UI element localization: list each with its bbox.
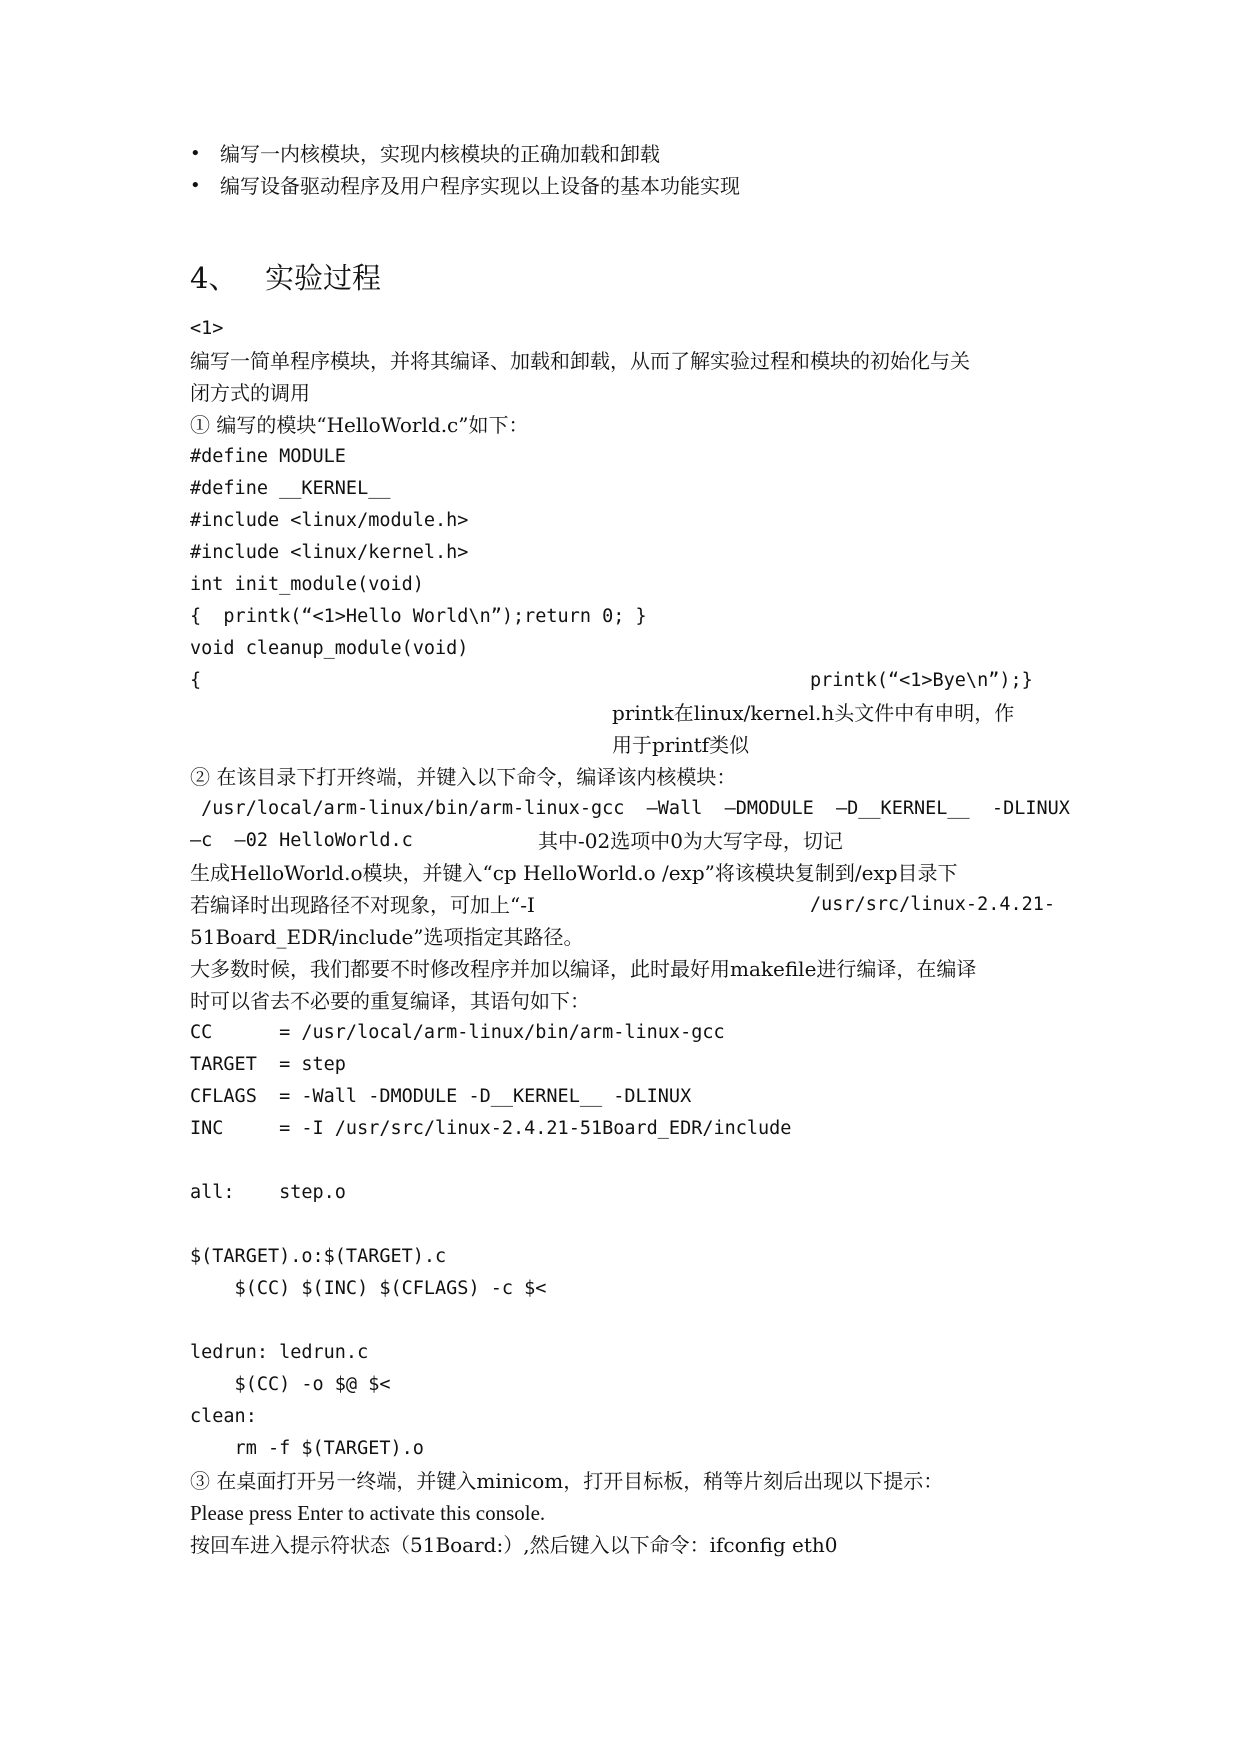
makefile-line: TARGET = step	[190, 1054, 346, 1075]
text-line: <1>	[190, 318, 224, 339]
text-line: 51Board_EDR/include”选项指定其路径。	[190, 925, 584, 949]
text-line: 大多数时候，我们都要不时修改程序并加以编译，此时最好用makefile进行编译，在编译	[190, 957, 977, 981]
makefile-line: ledrun: ledrun.c	[190, 1342, 369, 1363]
command-line: –c –02 HelloWorld.c	[190, 830, 413, 851]
bullet-dot: •	[190, 175, 201, 196]
annotation-line: printk在linux/kernel.h头文件中有申明，作	[612, 701, 1015, 725]
makefile-line: CFLAGS = -Wall -DMODULE -D__KERNEL__ -DLINUX	[190, 1086, 692, 1107]
code-line: #include <linux/module.h>	[190, 510, 469, 531]
text-line: 按回车进入提示符状态（51Board:）,然后键入以下命令：ifconfig eth0	[190, 1533, 838, 1557]
text-line: ③ 在桌面打开另一终端，并键入minicom，打开目标板，稍等片刻后出现以下提示：	[190, 1469, 944, 1493]
bullet-item: 编写一内核模块，实现内核模块的正确加载和卸载	[220, 142, 660, 166]
code-line: void cleanup_module(void)	[190, 638, 469, 659]
bullet-item: 编写设备驱动程序及用户程序实现以上设备的基本功能实现	[220, 174, 740, 198]
annotation-line: 用于printf类似	[612, 733, 750, 757]
makefile-line: clean:	[190, 1406, 257, 1427]
text-line: /usr/src/linux-2.4.21-	[810, 894, 1056, 915]
text-line: 时可以省去不必要的重复编译，其语句如下：	[190, 989, 590, 1013]
bullet-dot: •	[190, 143, 201, 164]
code-line: #include <linux/kernel.h>	[190, 542, 469, 563]
text-line: 闭方式的调用	[190, 381, 310, 405]
makefile-line: rm -f $(TARGET).o	[190, 1438, 424, 1459]
makefile-line: all: step.o	[190, 1182, 346, 1203]
makefile-line: CC = /usr/local/arm-linux/bin/arm-linux-gcc	[190, 1022, 725, 1043]
console-message: Please press Enter to activate this console.	[190, 1501, 546, 1525]
section-heading	[190, 258, 381, 298]
makefile-line: INC = -I /usr/src/linux-2.4.21-51Board_EDR/include	[190, 1118, 792, 1139]
makefile-line: $(CC) -o $@ $<	[190, 1374, 391, 1395]
makefile-line: $(CC) $(INC) $(CFLAGS) -c $<	[190, 1278, 547, 1299]
code-line: { printk(“<1>Hello World\n”);return 0; }	[190, 606, 647, 627]
code-line: #define MODULE	[190, 446, 346, 467]
code-line: {	[190, 670, 202, 691]
section-title: 实验过程	[265, 261, 382, 295]
command-line: /usr/local/arm-linux/bin/arm-linux-gcc –Wall –DMODULE –D__KERNEL__ -DLINUX	[190, 798, 1070, 819]
text-line: 若编译时出现路径不对现象，可加上“-I	[190, 893, 535, 917]
text-line: 编写一简单程序模块，并将其编译、加载和卸载，从而了解实验过程和模块的初始化与关	[190, 349, 970, 373]
section-number: 4、	[190, 261, 238, 295]
annotation-line: 其中-02选项中0为大写字母，切记	[538, 829, 843, 853]
text-line: ② 在该目录下打开终端，并键入以下命令，编译该内核模块：	[190, 765, 737, 789]
text-line: 生成HelloWorld.o模块，并键入“cp HelloWorld.o /exp”将该模块复制到/exp目录下	[190, 861, 958, 885]
makefile-line: $(TARGET).o:$(TARGET).c	[190, 1246, 447, 1267]
code-line: int init_module(void)	[190, 574, 424, 595]
code-line: #define __KERNEL__	[190, 478, 391, 499]
text-line: ① 编写的模块“HelloWorld.c”如下：	[190, 413, 529, 437]
code-line: printk(“<1>Bye\n”);}	[810, 670, 1033, 691]
